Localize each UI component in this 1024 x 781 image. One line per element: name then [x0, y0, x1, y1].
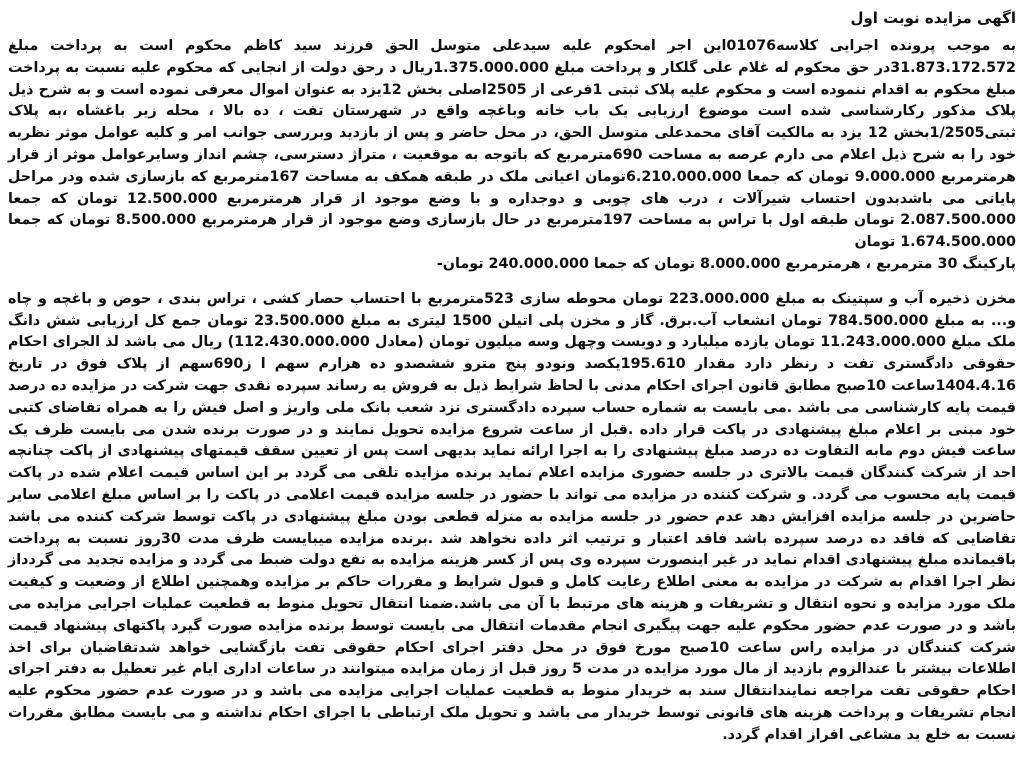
notice-paragraph-terms: مخزن ذخیره آب و سپتینک به مبلغ 223.000.000 تومان محوطه سازی 523مترمربع با احتساب حصار کشی ، تراس بندی ، حوض و باغچه و چاه و... به مبلغ 784.500.000 تومان انشعاب آب.برق. گاز و مخزن پلی اتیلن 1500 لیتری به مبلغ 23.500.000 تومان جمع کل ارزیابی شش دانگ ملک مبلغ 11.243.000.000 تومان یازده میلیارد و دویست وچهل وسه میلیون تومان (معادل 112.430.000.000) ریال می باشد لذ الجرای احکام حقوقی دادگستری تفت د رنظر دارد مقدار 195.610یکصد ونودو پنج مترو ششصدو ده هزارم سهم ا ز690سهم از پلاک فوق در تاریخ 1404.4.16ساعت 10صبح مطابق قانون اجرای احکام مدنی با لحاظ شرایط ذیل به فروش به رساند سپرده نقدی جهت شرکت در مزایده ده درصد قیمت پایه کارشناسی می باشد .می بایست به شماره حساب سپرده دادگستری نزد شعب بانک ملی واریز و اصل فیش را به همراه تقاضای کتبی خود مبنی بر اعلام مبلغ پیشنهادی در پاکت قرار داده .قبل از ساعت شروع مزایده تحویل نمایند و در صورت برنده شدن می بایست ظرف یک ساعت فیش دوم مابه التفاوت ده درصد مبلغ پیشنهادی را به اجرا ارائه نماید بدیهی است پس از تعیین سقف قیمتهای پیشنهادی از پاکت چنانچه احد از شرکت کنندگان قیمت بالاتری در جلسه حضوری مزایده اعلام نماید برنده مزایده تلقی می گردد بر این اساس قیمت اعلام شده در پاکت قیمت پایه محسوب می گردد. و شرکت کننده در مزایده می تواند با حضور در جلسه مزایده قیمت اعلامی در پاکت را بر اساس مبلغ اعلامی سایر حاضرین در جلسه مزایده افزایش دهد عدم حضور در جلسه مزایده به منزله قطعی بودن مبلغ پیشنهادی در پاکت توسط شرکت کننده می باشد تقاضایی که فاقد ده درصد سپرده باشد فاقد اعتبار و ترتیب اثر داده نخواهد شد .برنده مزایده میبایست ظرف مدت 30روز نسبت به پرداخت باقیمانده مبلغ پیشنهادی اقدام نماید در غیر اینصورت سپرده وی پس از کسر هزینه مزایده به نفع دولت ضبط می گردد و مزایده تجدید می گردداز نظر اجرا اقدام به شرکت در مزایده به معنی اطلاع رعایت کامل و قبول شرایط و مقررات حاکم بر مزایده وهمچنین اطلاع از وضعیت و کیفیت ملک مورد مزایده و نحوه انتقال و تشریفات و هزینه های مرتبط با آن می باشد.ضمنا انتقال تحویل منوط به قطعیت عملیات اجرایی مزایده می باشد و در صورت عدم حضور محکوم علیه جهت پیگیری انجام مقدمات انتقال می بایست توسط برنده مزایده صورت گیرد پاکتهای پیشنهاد قیمت شرکت کنندگان در مزایده راس ساعت 10صبح مورخ فوق در محل دفتر اجرای احکام حقوقی تفت بازگشایی خواهد شدتقاضیان برای اخذ اطلاعات بیشتر با عندالزوم بازدید از مال مورد مزایده در مدت 5 روز قبل از زمان مزایده میتوانند در ساعات اداری ایام غیر تعطیل به دفتر اجرای احکام حقوقی تفت مراجعه نمایندانتقال سند به خریدار منوط به قطعیت عملیات اجرایی مزایده می باشد و در صورت عدم حضور محکوم علیه انجام تشریفات و پرداخت هزینه های قانونی توسط خریدار می باشد و تحویل ملک ارتباطی با اجرای احکام نداشته و می بایست مطابق مقررات نسبت به خلع ید مشاعی افراز اقدام گردد. — [8, 290, 1017, 743]
notice-paragraph-parking: پارکینگ 30 مترمربع ، هرمترمربع 8.000.000 تومان که جمعا 240.000.000 تومان- — [436, 255, 1016, 272]
notice-title: اگهی مزایده نوبت اول — [850, 9, 1016, 27]
notice-paragraph-valuation: به موجب پرونده اجرایی کلاسه01076این اجر امحکوم علیه سیدعلی متوسل الحق فرزند سید کاظم محکوم است به پرداخت مبلغ 31.873.172.572در حق محکوم له غلام علی گلکار و پرداخت مبلغ 1.375.000.000ریال د رحق دولت از انجایی که محکوم علیه نسبت به پرداخت مبلغ محکوم به اقدام ننموده است و محکوم علیه پلاک ثبتی 1فرعی از 2505اصلی بخش 12یزد به عنوان اموال معرفی نموده است و به شرح ذیل پلاک مذکور رکارشناسی شده است موضوع ارزیابی یک باب خانه وباغچه واقع در شهرستان تفت ، ده بالا ، محله زیر باغشاه ،به پلاک ثبتی1/2505بخش 12 یزد به مالکیت آقای محمدعلی متوسل الحق، در محل حاضر و پس از بازدید وبررسی جوانب امر و کلیه عوامل موثر نظریه خود را به شرح ذیل اعلام می دارم عرصه به مساحت 690مترمربع که باتوجه به موقعیت ، متراژ دسترسی، چشم انداز وسایرعوامل موثر از قرار هرمترمربع 9.000.000 تومان که جمعا 6.210.000.000تومان اعیانی ملک در طبقه همکف به مساحت 167مترمربع که بازسازی شده ودر مراحل پایانی می باشدبدون احتساب شیرآلات ، درب های چوبی و دوجداره و با وضع موجود از قرار هرمترمربع 12.500.000 تومان که جمعا 2.087.500.000 تومان طبقه اول با تراس به مساحت 197مترمربع در حال بازسازی وضع موجود از قرار هرمترمربع 8.500.000 تومان که جمعا 1.674.500.000 تومان — [8, 38, 1017, 251]
